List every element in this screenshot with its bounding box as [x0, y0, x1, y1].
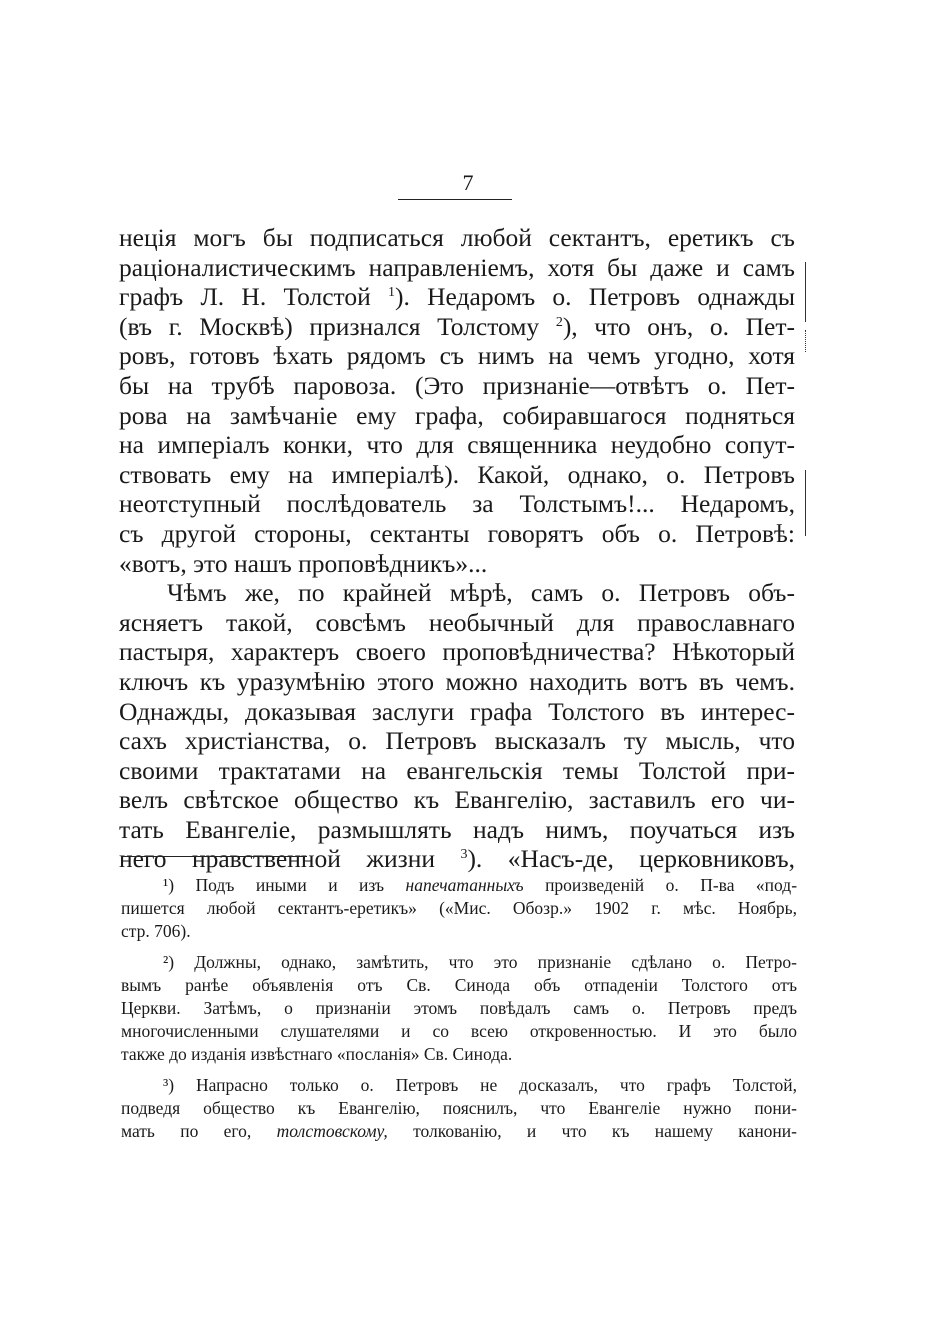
footnote-3	[121, 1074, 797, 1142]
footnote-text-run: произведенiй о. П-ва «под-	[545, 875, 798, 895]
footnote-2	[121, 951, 797, 1065]
footnote-1	[121, 874, 797, 942]
page-number: 7	[462, 170, 474, 195]
footnote-ref-3: 3	[460, 847, 468, 863]
body-line: бы на трубѣ паровоза. (Это признанiе—отвѣтъ о. Пет-	[119, 370, 795, 400]
body-line: рацiоналистическимъ направленiемъ, хотя бы даже и самъ	[119, 252, 795, 282]
footnote-line: ²) Должны, однако, замѣтить, что это признанiе сдѣлано о. Петро-	[163, 952, 797, 973]
footnote-italic: напечатанныхъ	[405, 875, 524, 895]
footnote-text-run: толкованiю, и что къ нашему канони-	[413, 1120, 797, 1141]
footnote-text-run: мать по его,	[121, 1120, 252, 1141]
body-line: тать Евангелiе, размышлять надъ нимъ, поучаться изъ	[119, 814, 795, 844]
footnote-ref-1: 1	[388, 285, 396, 301]
footnotes	[121, 874, 797, 1152]
footnote-text-run: ¹) Подъ иными и изъ	[163, 875, 385, 895]
footnote-line: вымъ ранѣе объявленiя отъ Св. Синода объ отпаденiи Толстого отъ	[121, 975, 797, 996]
body-text-run: ). «Насъ-де, церковниковъ,	[467, 844, 796, 874]
margin-mark	[805, 262, 806, 322]
body-line: нецiя могъ бы подписаться любой сектантъ, еретикъ съ	[119, 223, 795, 252]
body-line	[119, 312, 795, 342]
body-line: неотступный послѣдователь за Толстымъ!... Недаромъ,	[119, 489, 795, 519]
body-text-run: (въ г. Москвѣ) признался Толстому	[119, 311, 540, 341]
footnote-line: также до изданiя извѣстнаго «посланiя» Св. Синода.	[121, 1043, 513, 1064]
page-number-rule	[398, 199, 512, 200]
footnote-line	[121, 874, 797, 897]
footnote-line: пишется любой сектантъ-еретикъ» («Мис. Обозр.» 1902 г. мѣс. Ноябрь,	[121, 897, 797, 918]
body-line	[119, 282, 795, 312]
footnote-line: подведя общество къ Евангелiю, пояснилъ, что Евангелiе нужно пони-	[121, 1098, 797, 1119]
body-line: велъ свѣтское общество къ Евангелiю, заставилъ его чи-	[119, 785, 795, 815]
body-line: съ другой стороны, сектанты говорятъ объ о. Петровѣ:	[119, 518, 795, 548]
footnote-ref-2: 2	[555, 314, 563, 330]
body-line: пастыря, характеръ своего проповѣдничества? Нѣкоторый	[119, 637, 795, 667]
margin-mark	[805, 470, 806, 536]
body-text-run: него нравственной жизни	[119, 844, 435, 874]
body-line: своими трактатами на евангельскiя темы Толстой при-	[119, 755, 795, 785]
footnote-line: ³) Напрасно только о. Петровъ не досказалъ, что графъ Толстой,	[163, 1075, 797, 1096]
footnote-italic: толстовскому,	[276, 1120, 388, 1141]
footnote-rule	[121, 856, 307, 857]
footnote-line: Церкви. Затѣмъ, о признанiи этомъ повѣдалъ самъ о. Петровъ предъ	[121, 997, 797, 1018]
body-line: Чѣмъ же, по крайней мѣрѣ, самъ о. Петровъ объ-	[167, 578, 795, 608]
body-line: на имперiалъ конки, что для священника неудобно сопут-	[119, 430, 795, 460]
margin-mark	[805, 330, 806, 352]
body-line: ровъ, готовъ ѣхать рядомъ съ нимъ на чемъ угодно, хотя	[119, 341, 795, 371]
footnote-line: стр. 706).	[121, 920, 191, 941]
body-line: «вотъ, это нашъ проповѣдникъ»...	[119, 548, 488, 578]
body-line: сахъ христiанства, о. Петровъ высказалъ ту мысль, что	[119, 726, 795, 756]
body-line: ствовать ему на имперiалѣ). Какой, однако, о. Петровъ	[119, 459, 795, 489]
body-line: ясняетъ такой, совсѣмъ необычный для православнаго	[119, 607, 795, 637]
body-line: Однажды, доказывая заслуги графа Толстого въ интерес-	[119, 696, 795, 726]
body-text-run: ). Недаромъ о. Петровъ однажды	[395, 282, 795, 312]
footnote-line	[121, 1120, 797, 1143]
body-line: рова на замѣчанiе ему графа, собиравшагося подняться	[119, 400, 795, 430]
body-line: ключъ къ уразумѣнiю этого можно находить вотъ въ чемъ.	[119, 666, 795, 696]
body-text-run: графъ Л. Н. Толстой	[119, 282, 371, 312]
body-line	[119, 844, 795, 874]
footnote-line: многочисленными слушателями и со всею откровенностью. И это было	[121, 1020, 797, 1041]
body-text-run: ), что онъ, о. Пет-	[562, 311, 795, 341]
body-text	[119, 223, 795, 874]
